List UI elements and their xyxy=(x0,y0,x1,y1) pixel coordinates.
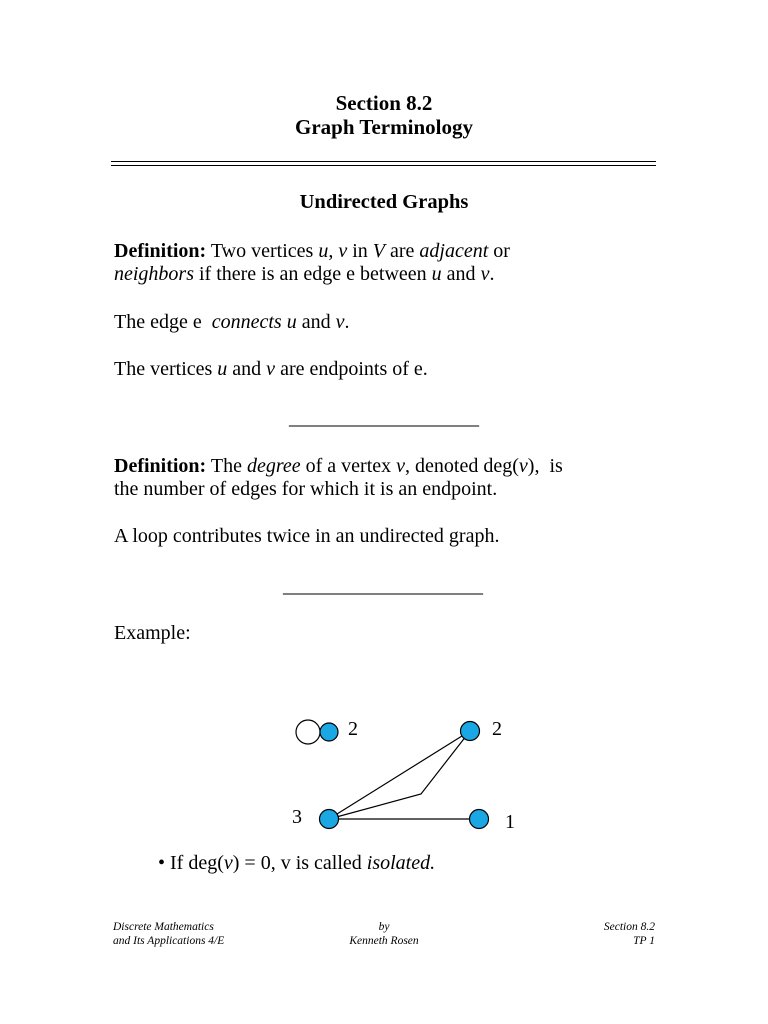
text: , denoted deg( xyxy=(405,455,519,477)
text: and xyxy=(296,311,336,333)
footer-section: Section 8.2 xyxy=(603,921,655,933)
footer-book-subtitle: and Its Applications 4/E xyxy=(113,935,225,947)
var-v: v xyxy=(518,455,528,477)
text: are endpoints of e. xyxy=(275,358,428,380)
separator: ___________________ xyxy=(289,407,479,429)
var-u: u xyxy=(318,240,329,262)
var-v: v xyxy=(223,852,233,874)
title-rule-bottom xyxy=(111,165,656,166)
vertex-top-right xyxy=(461,722,480,741)
vertex-bottom-right xyxy=(470,810,489,829)
definition-label: Definition: xyxy=(114,240,207,262)
definition-degree xyxy=(114,455,674,501)
footer-author: Kenneth Rosen xyxy=(349,935,419,947)
footer-right xyxy=(540,920,655,948)
footer-left xyxy=(113,920,224,948)
degree-label: 1 xyxy=(505,811,515,833)
var-u: u xyxy=(286,311,297,333)
text: The edge e xyxy=(114,311,212,333)
graph-edge xyxy=(329,731,470,819)
text: The vertices xyxy=(114,358,218,380)
var-v: v xyxy=(335,311,345,333)
text: . xyxy=(489,263,495,285)
degree-label: 3 xyxy=(292,806,302,828)
var-v: v xyxy=(338,240,348,262)
title-rule-top xyxy=(111,161,656,162)
footer-book-title: Discrete Mathematics xyxy=(113,921,214,933)
term-connects: connects xyxy=(211,311,282,333)
text: The xyxy=(206,455,247,477)
text: are xyxy=(384,240,420,262)
footer-center xyxy=(300,920,468,948)
text: . xyxy=(344,311,350,333)
text: , xyxy=(328,240,339,262)
degree-label: 2 xyxy=(348,718,358,740)
graph-figure xyxy=(280,705,540,840)
separator: ____________________ xyxy=(283,575,483,597)
isolated-bullet xyxy=(158,852,435,875)
footer-page-id: TP 1 xyxy=(633,935,655,947)
var-v: v xyxy=(266,358,276,380)
text: of a vertex xyxy=(300,455,397,477)
page-title: Graph Terminology xyxy=(295,115,473,139)
var-v: v xyxy=(480,263,490,285)
vertex-bottom-left xyxy=(320,810,339,829)
text: ) = 0, v is called xyxy=(232,852,367,874)
section-number: Section 8.2 xyxy=(335,91,433,115)
text: or xyxy=(488,240,510,262)
text: and xyxy=(441,263,481,285)
degree-label: 2 xyxy=(492,718,502,740)
definition-adjacent xyxy=(114,240,674,286)
text: Two vertices xyxy=(206,240,319,262)
subtitle: Undirected Graphs xyxy=(299,191,469,213)
var-u: u xyxy=(431,263,442,285)
text: in xyxy=(347,240,373,262)
var-V: V xyxy=(372,240,385,262)
footer-by: by xyxy=(378,921,390,933)
text: if there is an edge e between xyxy=(194,263,432,285)
term-neighbors: neighbors xyxy=(114,263,194,285)
text: • If deg( xyxy=(158,852,224,874)
loop xyxy=(296,720,320,744)
var-u: u xyxy=(217,358,228,380)
edge-connects-line xyxy=(114,311,350,334)
loop-line: A loop contributes twice in an undirected graph. xyxy=(114,525,500,547)
text: and xyxy=(227,358,267,380)
definition-degree-line2: the number of edges for which it is an endpoint. xyxy=(114,478,498,500)
term-degree: degree xyxy=(246,455,301,477)
vertex-isolated-loop xyxy=(320,723,338,741)
text: ), is xyxy=(527,455,563,477)
term-adjacent: adjacent xyxy=(419,240,489,262)
definition-label: Definition: xyxy=(114,455,207,477)
var-v: v xyxy=(396,455,406,477)
endpoints-line xyxy=(114,358,428,381)
term-isolated: isolated. xyxy=(366,852,436,874)
example-label: Example: xyxy=(114,622,191,644)
